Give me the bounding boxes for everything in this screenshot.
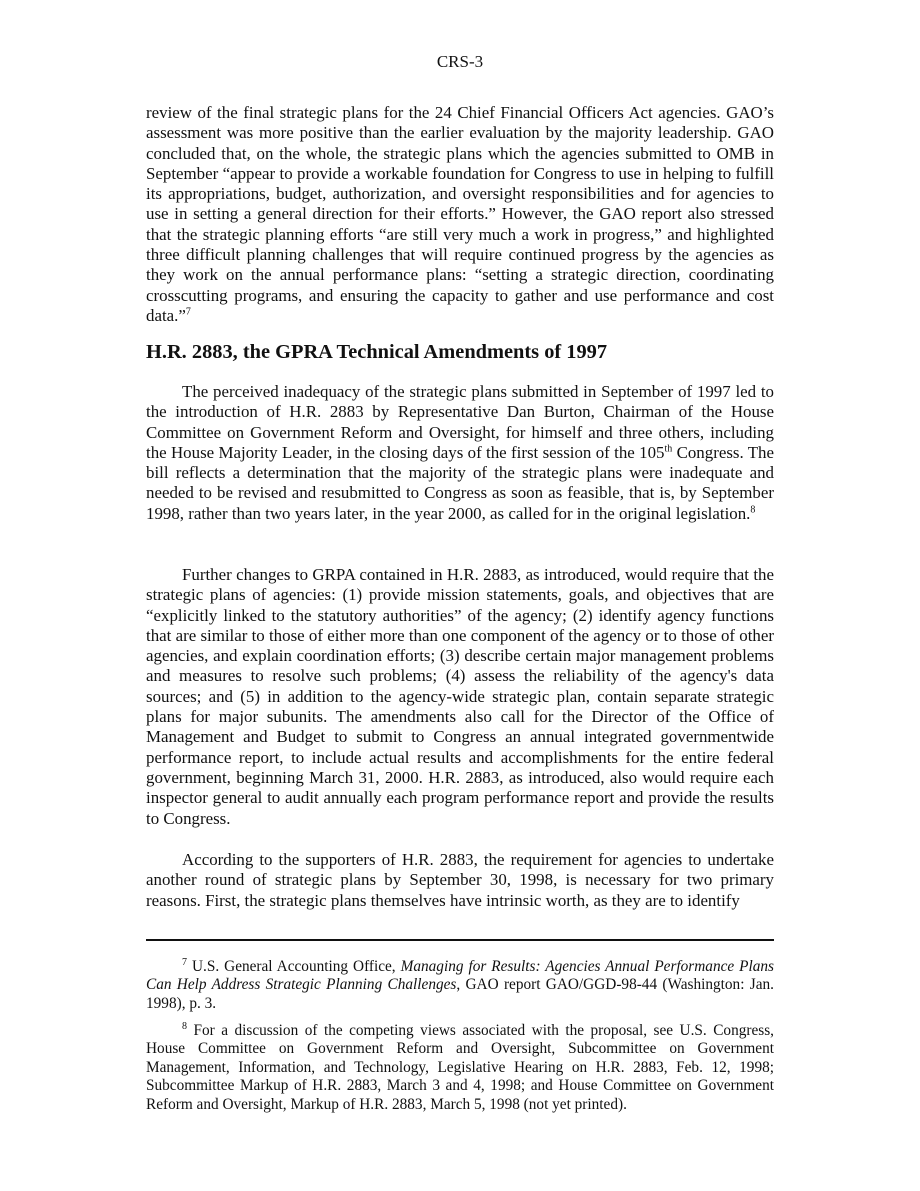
paragraph-2-text-b: Congress. The bill reflects a determination that the majority of the strategic plans were inadequate and needed to be revised and resubmitted to Congress as soon as feasible, that is, by September 1998, rather than two years later, in the year 2000, as called for in the original legislation.: [146, 442, 774, 523]
body-paragraph-2: [146, 382, 774, 524]
footnote-7-tail: , GAO report GAO/GGD-98-44 (Washington: Jan. 1998), p. 3.: [146, 976, 774, 1012]
page-header: [0, 52, 920, 72]
footnote-8-text: For a discussion of the competing views associated with the proposal, see U.S. Congress, House Committee on Government Reform and Oversight, Subcommittee on Government Management, Information, and Technology, Legislative Hearing on H.R. 2883, Feb. 12, 1998; Subcommittee Markup of H.R. 2883, March 3 and 4, 1998; and House Committee on Government Reform and Oversight, Markup of H.R. 2883, March 5, 1998 (not yet printed).: [146, 1022, 774, 1113]
page-label: CRS-3: [436, 52, 484, 71]
footnote-ref-7: 7: [185, 306, 191, 318]
footnote-7-number: 7: [182, 956, 187, 968]
body-paragraph-1: [146, 103, 774, 326]
footnote-7-lead: U.S. General Accounting Office,: [187, 958, 401, 975]
paragraph-2-text-a: The perceived inadequacy of the strategic plans submitted in September of 1997 led to the introduction of H.R. 2883 by Representative Dan Burton, Chairman of the House Committee on Government Reform and Oversight, for himself and three others, including the House Majority Leader, in the closing days of the first session of the 105: [146, 382, 774, 462]
paragraph-4-text: According to the supporters of H.R. 2883, the requirement for agencies to undertake another round of strategic plans by September 30, 1998, is necessary for two primary reasons. First, the strategic plans themselves have intrinsic worth, as they are to identify: [146, 850, 774, 910]
footnote-7-title: Managing for Results: Agencies Annual Performance Plans Can Help Address Strategic Planning Challenges: [146, 958, 774, 994]
footnote-7: [146, 958, 774, 1013]
ordinal-suffix: th: [664, 443, 673, 455]
paragraph-1-text: review of the final strategic plans for the 24 Chief Financial Officers Act agencies. GAO’s assessment was more positive than the earlier evaluation by the majority leadership. GAO concluded that, on the whole, the strategic plans which the agencies submitted to OMB in September “appear to provide a workable foundation for Congress to use in helping to fulfill its appropriations, budget, authorization, and oversight responsibilities and for agencies to use in setting a general direction for their efforts.” However, the GAO report also stressed that the strategic planning efforts “are still very much a work in progress,” and highlighted three difficult planning challenges that will require continued progress by the agencies as they work on the annual performance plans: “setting a strategic direction, coordinating crosscutting programs, and ensuring the capacity to gather and use performance and cost data.”: [146, 103, 774, 325]
footnote-8-number: 8: [182, 1020, 187, 1032]
section-heading: H.R. 2883, the GPRA Technical Amendments of 1997: [146, 341, 608, 363]
footnote-ref-8: 8: [750, 504, 756, 516]
footnote-8: [146, 1022, 774, 1114]
body-paragraph-4: [146, 850, 774, 911]
footnote-divider: [146, 939, 774, 941]
body-paragraph-3: [146, 565, 774, 829]
paragraph-3-text: Further changes to GRPA contained in H.R. 2883, as introduced, would require that the strategic plans of agencies: (1) provide mission statements, goals, and objectives that are “explicitly linked to the statutory authorities” of the agency; (2) identify agency functions that are similar to those of either more than one component of the agency or to those of other agencies, and explain coordination efforts; (3) describe certain major management problems and measures to resolve such problems; (4) assess the reliability of the agency's data sources; and (5) in addition to the agency-wide strategic plan, contain separate strategic plans for major subunits. The amendments also call for the Director of the Office of Management and Budget to submit to Congress an annual integrated governmentwide performance report, to include actual results and accomplishments for the entire federal government, beginning March 31, 2000. H.R. 2883, as introduced, also would require each inspector general to audit annually each program performance report and provide the results to Congress.: [146, 565, 774, 828]
